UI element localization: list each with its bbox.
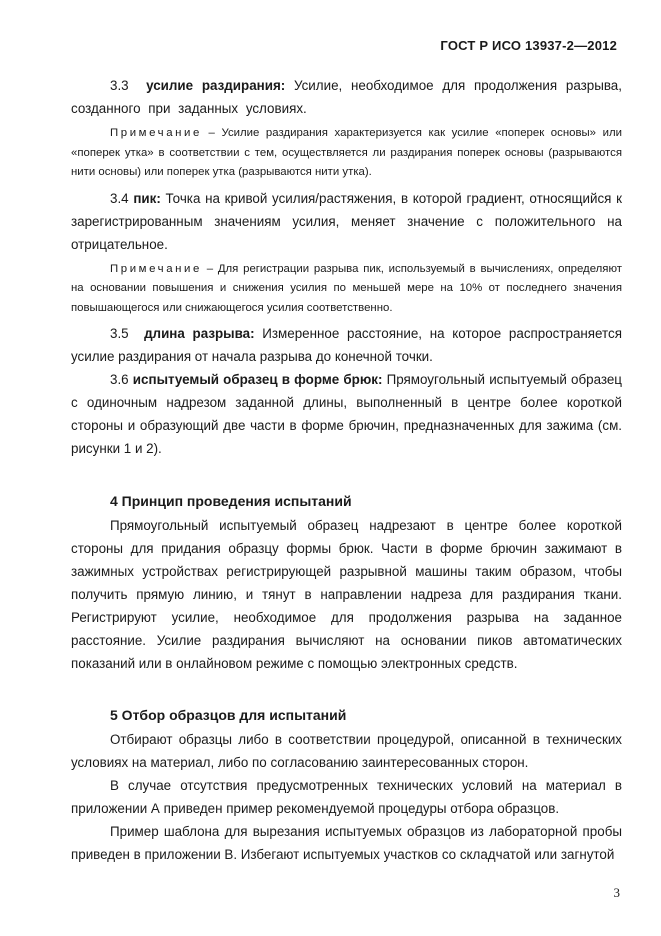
clause-number: 3.4 [110, 190, 129, 206]
section-5-heading: 5 Отбор образцов для испытаний [110, 707, 347, 723]
term: пик: [133, 190, 161, 206]
note-text: Усилие раздирания характеризуется как усилие «поперек основы» или «поперек утка» в соответствии с тем, осуществляется ли раздирания поперек основы (разрываются нити основы) или поперек утка (разрываются нити утка). [71, 127, 622, 178]
document-header: ГОСТ Р ИСО 13937-2—2012 [440, 38, 617, 53]
page-number: 3 [613, 885, 620, 900]
clause-number: 3.5 [110, 326, 129, 341]
definition-3-4 [71, 187, 622, 256]
page-content [71, 74, 622, 866]
definition-3-5 [71, 322, 622, 368]
note-label: Примечание [110, 127, 202, 139]
note-2 [71, 260, 622, 319]
term: испытуемый образец в форме брюк: [132, 372, 383, 387]
section-5-paragraph-3: Пример шаблона для вырезания испытуемых образцов из лабораторной пробы приведен в приложении В. Избегают испытуемых участков со складчатой или загнутой [71, 824, 622, 862]
section-5-paragraph-1: Отбирают образцы либо в соответствии процедурой, описанной в технических условиях на материал, либо по согласованию заинтересованных сторон. [71, 732, 622, 770]
definition-text: Прямоугольный испытуемый образец с одиночным надрезом заданной длины, выполненный в центре более короткой стороны и образующий две части в форме брючин, предназначенных для зажима (см. рисунки 1 и 2). [71, 372, 622, 456]
definition-3-6 [71, 368, 622, 460]
note-label: Примечание [110, 262, 202, 275]
term: усилие раздирания: [146, 78, 286, 93]
clause-number: 3.6 [110, 372, 129, 387]
section-5-paragraph-2: В случае отсутствия предусмотренных технических условий на материал в приложении А приведен пример рекомендуемой процедуры отбора образцов. [71, 778, 622, 816]
definition-3-3 [71, 74, 622, 120]
definition-text: Усилие, необходимое для продолжения разрыва, созданного при заданных условиях. [71, 78, 622, 116]
note-dash: – [206, 262, 214, 275]
note-dash: – [208, 127, 215, 139]
term: длина разрыва: [144, 326, 255, 341]
section-4-heading: 4 Принцип проведения испытаний [110, 493, 352, 509]
note-text: Для регистрации разрыва пик, используемый в вычислениях, определяют на основании повышения и снижения усилия по меньшей мере на 10% от последнего значения повышающегося или снижающегося усилия соответственно. [71, 262, 622, 314]
section-4-paragraph: Прямоугольный испытуемый образец надрезают в центре более короткой стороны для придания образцу формы брюк. Части в форме брючин зажимают в зажимных устройствах регистрирующей разрывной машины таким образом, чтобы получить прямую линию, и тянут в направлении надреза для раздирания ткани. Регистрируют усилие, необходимое для продолжения разрыва на заданное расстояние. Усилие раздирания вычисляют на основании пиков автоматических показаний или в онлайновом режиме с помощью электронных средств. [71, 518, 622, 671]
clause-number: 3.3 [110, 78, 129, 93]
note-1 [71, 124, 622, 183]
definition-text: Измеренное расстояние, на которое распространяется усилие раздирания от начала разрыва до конечной точки. [71, 326, 622, 364]
definition-text: Точка на кривой усилия/растяжения, в которой градиент, относящийся к зарегистрированным значениям усилия, меняет значение с положительного на отрицательное. [71, 190, 622, 252]
